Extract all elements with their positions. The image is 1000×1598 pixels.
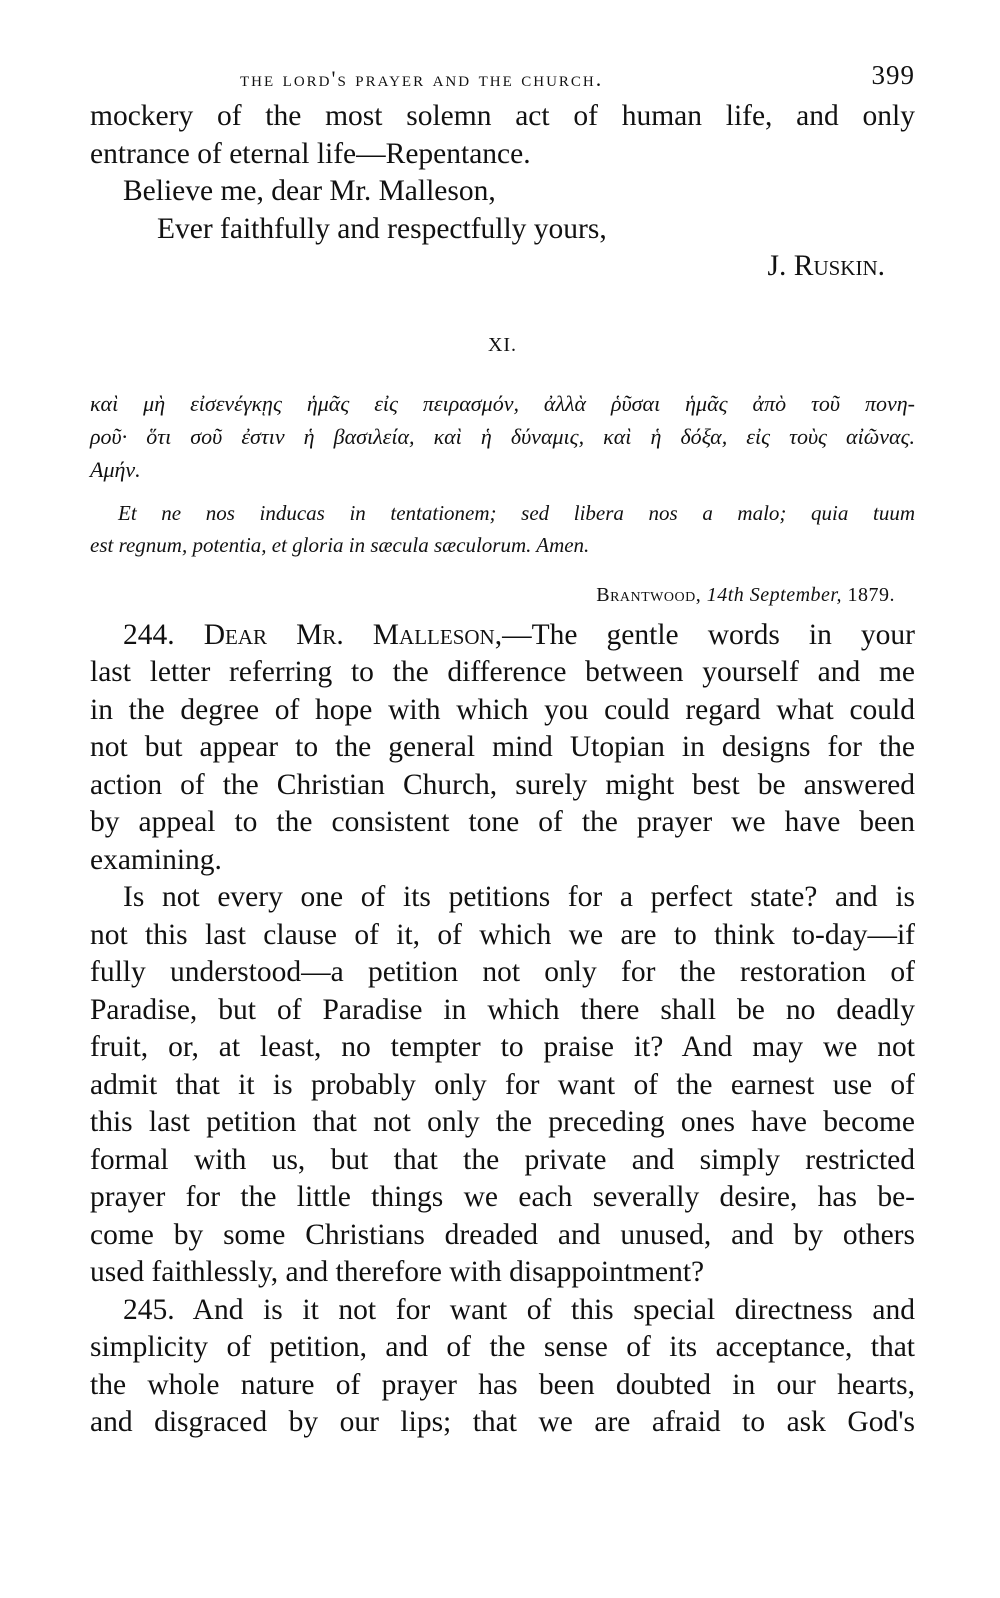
opening-text: —The gentle words in your [502,618,915,651]
page-number: 399 [871,60,915,90]
dateline-month: September, [749,583,842,606]
greek-line: καὶ μὴ εἰσενέγκῃς ἡμᾶς εἰς πειρασμόν, ἀλλὰ ῥῦσαι ἡμᾶς ἀπὸ τοῦ πονη- [90,390,915,416]
text-line: fruit, or, at least, no tempter to praise it? And may we not [90,1031,915,1063]
paragraph-244-opening [90,617,915,655]
dateline-year: 1879. [847,583,895,606]
text-line: examining. [90,843,222,876]
valediction-line-2: Ever faithfully and respectfully yours, [157,212,607,245]
closing-block [90,98,915,286]
text-line: and disgraced by our lips; that we are afraid to ask God's [90,1406,915,1438]
running-head [90,58,915,98]
latin-epigraph [90,497,915,561]
text-line: 245. And is it not for want of this special directness and [123,1293,915,1326]
signature: J. Ruskin. [767,250,885,282]
text-line: prayer for the little things we each severally desire, has be- [90,1181,915,1213]
text-line: admit that it is probably only for want of the earnest use of [90,1068,915,1101]
salutation: Dear Mr. Malleson, [203,618,503,651]
text-line: simplicity of petition, and of the sense of its acceptance, that [90,1331,915,1363]
dateline-place: Brantwood, [596,583,702,606]
text-line: last letter referring to the difference between yourself and me [90,656,915,688]
text-line: this last petition that not only the preceding ones have become [90,1106,915,1138]
text-line: the whole nature of prayer has been doubted in our hearts, [90,1368,915,1401]
valediction-line-1: Believe me, dear Mr. Malleson, [123,175,496,207]
text-line: mockery of the most solemn act of human life, and only [90,100,915,132]
text-line: in the degree of hope with which you could regard what could [90,693,915,726]
latin-line: Et ne nos inducas in tentationem; sed libera nos a malo; quia tuum [118,500,915,525]
latin-line: est regnum, potentia, et gloria in sæcula sæculorum. Amen. [90,532,590,557]
letter-dateline [90,584,915,607]
text-line: fully understood—a petition not only for the restoration of [90,956,915,988]
text-line: Is not every one of its petitions for a perfect state? and is [123,881,915,913]
running-head-title: the lord's prayer and the church. [240,66,604,91]
greek-line: ροῦ· ὅτι σοῦ ἐστιν ἡ βασιλεία, καὶ ἡ δύναμις, καὶ ἡ δόξα, εἰς τοὺς αἰῶνας. [90,423,915,449]
text-line: used faithlessly, and therefore with disappointment? [90,1256,705,1288]
text-line: entrance of eternal life—Repentance. [90,137,531,170]
book-page [90,58,915,1442]
text-line: by appeal to the consistent tone of the prayer we have been [90,806,915,838]
dateline-day: 14th [706,583,745,606]
paragraph-number: 244. [123,618,175,651]
greek-epigraph [90,387,915,486]
section-number: XI. [487,333,518,356]
text-line: come by some Christians dreaded and unused, and by others [90,1218,915,1251]
text-line: Paradise, but of Paradise in which there shall be no deadly [90,993,915,1026]
text-line: formal with us, but that the private and simply restricted [90,1143,915,1176]
greek-line: Αμήν. [90,456,141,482]
text-line: not but appear to the general mind Utopian in designs for the [90,731,915,763]
text-line: not this last clause of it, of which we are to think to-day—if [90,918,915,951]
letter-body [90,617,915,1442]
text-line: action of the Christian Church, surely might best be answered [90,768,915,801]
